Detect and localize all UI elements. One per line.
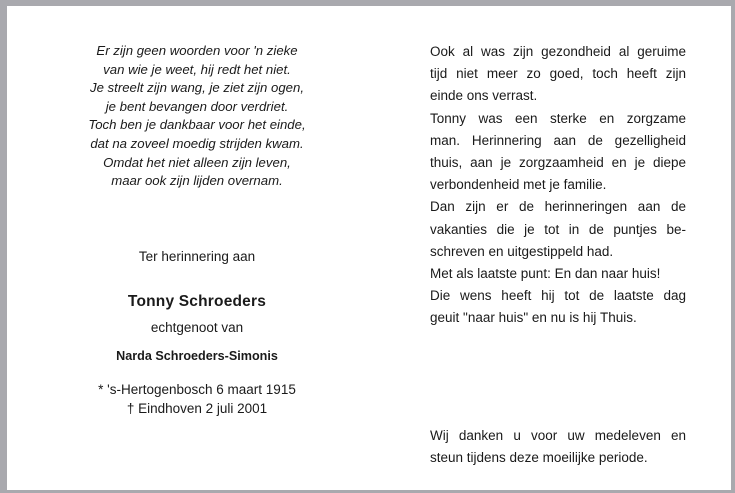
- thanks-line: Wij danken u voor uw medeleven en: [430, 428, 686, 443]
- thanks-line: steun tijdens deze moeilijke periode.: [430, 450, 648, 466]
- text-line: tijd niet meer zo goed, toch heeft zijn: [430, 66, 686, 82]
- poem-line: dat na zoveel moedig strijden kwam.: [90, 135, 304, 151]
- birth-line: * 's-Hertogenbosch 6 maart 1915: [98, 382, 296, 397]
- text-line: geuit "naar huis" en nu is hij Thuis.: [430, 310, 637, 326]
- text-line: Dan zijn er de herinneringen aan de: [430, 199, 686, 215]
- text-line: einde ons verrast.: [430, 88, 538, 104]
- memorial-text: [430, 41, 686, 330]
- spouse-name: Narda Schroeders-Simonis: [116, 349, 278, 363]
- text-line: schreven en uitgestippeld had.: [430, 243, 614, 259]
- text-line: Die wens heeft hij tot de laatste dag: [430, 288, 686, 304]
- text-line: Ook al was zijn gezondheid al geruime: [430, 44, 686, 59]
- memorial-card: [7, 6, 731, 490]
- thanks-note: [430, 425, 686, 469]
- poem-line: Omdat het niet alleen zijn leven,: [103, 154, 291, 170]
- text-line: Met als laatste punt: En dan naar huis!: [430, 266, 661, 282]
- death-line: † Eindhoven 2 juli 2001: [126, 401, 268, 416]
- poem-line: Er zijn geen woorden voor 'n zieke: [96, 43, 298, 58]
- poem-line: Je streelt zijn wang, je ziet zijn ogen,: [89, 80, 305, 96]
- left-panel: [7, 6, 387, 490]
- right-panel: [430, 6, 698, 490]
- poem-line: van wie je weet, hij redt het niet.: [103, 61, 291, 77]
- memorial-poem: [7, 42, 387, 191]
- poem-line: maar ook zijn lijden overnam.: [111, 173, 283, 189]
- remembrance-label: Ter herinnering aan: [138, 249, 256, 264]
- spouse-label: echtgenoot van: [150, 320, 244, 335]
- poem-line: je bent bevangen door verdriet.: [105, 98, 289, 114]
- text-line: thuis, aan je zorgzaamheid en je diepe: [430, 155, 686, 171]
- text-line: verbondenheid met je familie.: [430, 177, 607, 193]
- text-line: Tonny was een sterke en zorgzame: [430, 110, 686, 126]
- deceased-name: Tonny Schroeders: [127, 293, 267, 310]
- text-line: vakanties die je tot in de puntjes be-: [430, 221, 686, 237]
- text-line: man. Herinnering aan de gezelligheid: [430, 132, 686, 148]
- poem-line: Toch ben je dankbaar voor het einde,: [88, 117, 306, 133]
